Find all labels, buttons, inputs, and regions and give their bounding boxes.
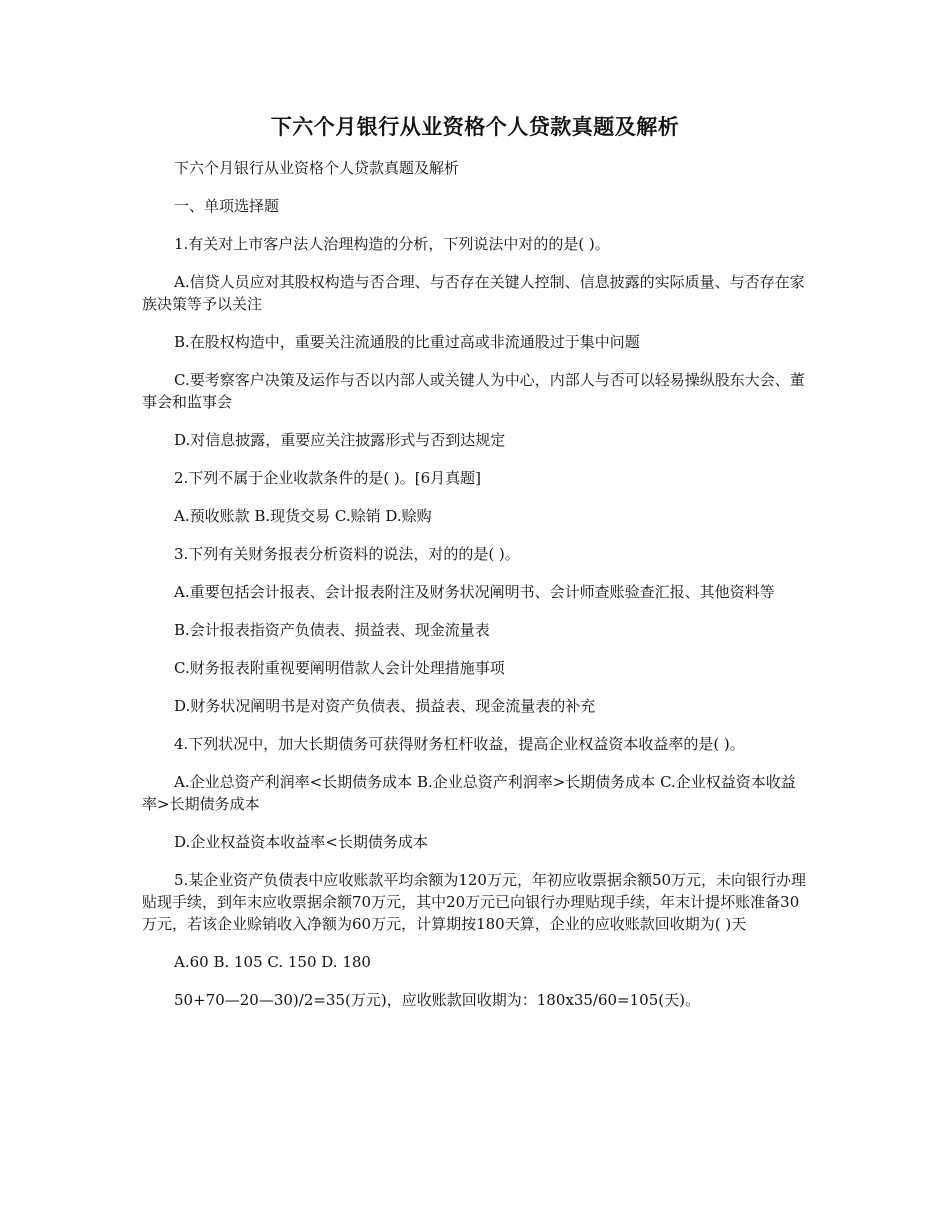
- question-2-options: A.预收账款 B.现货交易 C.赊销 D.赊购: [174, 507, 432, 525]
- question-3-option-c: C.财务报表附重视要阐明借款人会计处理措施事项: [174, 659, 505, 677]
- question-5-options: A.60 B. 105 C. 150 D. 180: [174, 953, 371, 971]
- document-body: [142, 157, 810, 1027]
- question-1-option-d: D.对信息披露，重要应关注披露形式与否到达规定: [174, 431, 506, 449]
- question-1-option-c: C.要考察客户决策及运作与否以内部人或关键人为中心，内部人与否可以轻易操纵股东大会、董事会和监事会: [142, 371, 805, 411]
- question-1-option-a: A.信贷人员应对其股权构造与否合理、与否存在关键人控制、信息披露的实际质量、与否存在家族决策等予以关注: [142, 273, 805, 313]
- question-3-option-a: A.重要包括会计报表、会计报表附注及财务状况阐明书、会计师查账验查汇报、其他资料等: [174, 583, 775, 601]
- question-2: 2.下列不属于企业收款条件的是( )。[6月真题]: [174, 469, 482, 487]
- question-4: 4.下列状况中，加大长期债务可获得财务杠杆收益，提高企业权益资本收益率的是( )。: [174, 735, 745, 753]
- question-4-options-abc: A.企业总资产利润率<长期债务成本 B.企业总资产利润率>长期债务成本 C.企业权益资本收益率>长期债务成本: [142, 773, 796, 813]
- document-title: 下六个月银行从业资格个人贷款真题及解析: [270, 114, 680, 139]
- section-heading: 一、单项选择题: [174, 197, 280, 215]
- paragraph-subtitle: 下六个月银行从业资格个人贷款真题及解析: [174, 159, 460, 177]
- question-3: 3.下列有关财务报表分析资料的说法，对的的是( )。: [174, 545, 520, 563]
- question-1-option-b: B.在股权构造中，重要关注流通股的比重过高或非流通股过于集中问题: [174, 333, 640, 351]
- question-5-explanation: 50+70—20—30)/2=35(万元)，应收账款回收期为：180x35/60=105(天)。: [174, 991, 700, 1009]
- question-3-option-d: D.财务状况阐明书是对资产负债表、损益表、现金流量表的补充: [174, 697, 596, 715]
- question-4-option-d: D.企业权益资本收益率<长期债务成本: [174, 833, 428, 851]
- question-5: 5.某企业资产负债表中应收账款平均余额为120万元，年初应收票据余额50万元，未向银行办理贴现手续，到年末应收票据余额70万元，其中20万元已向银行办理贴现手续，年末计提坏账准备30万元，若该企业赊销收入净额为60万元，计算期按180天算，企业的应收账款回收期为( )天: [142, 871, 807, 933]
- question-3-option-b: B.会计报表指资产负债表、损益表、现金流量表: [174, 621, 490, 639]
- question-1: 1.有关对上市客户法人治理构造的分析，下列说法中对的的是( )。: [174, 235, 610, 253]
